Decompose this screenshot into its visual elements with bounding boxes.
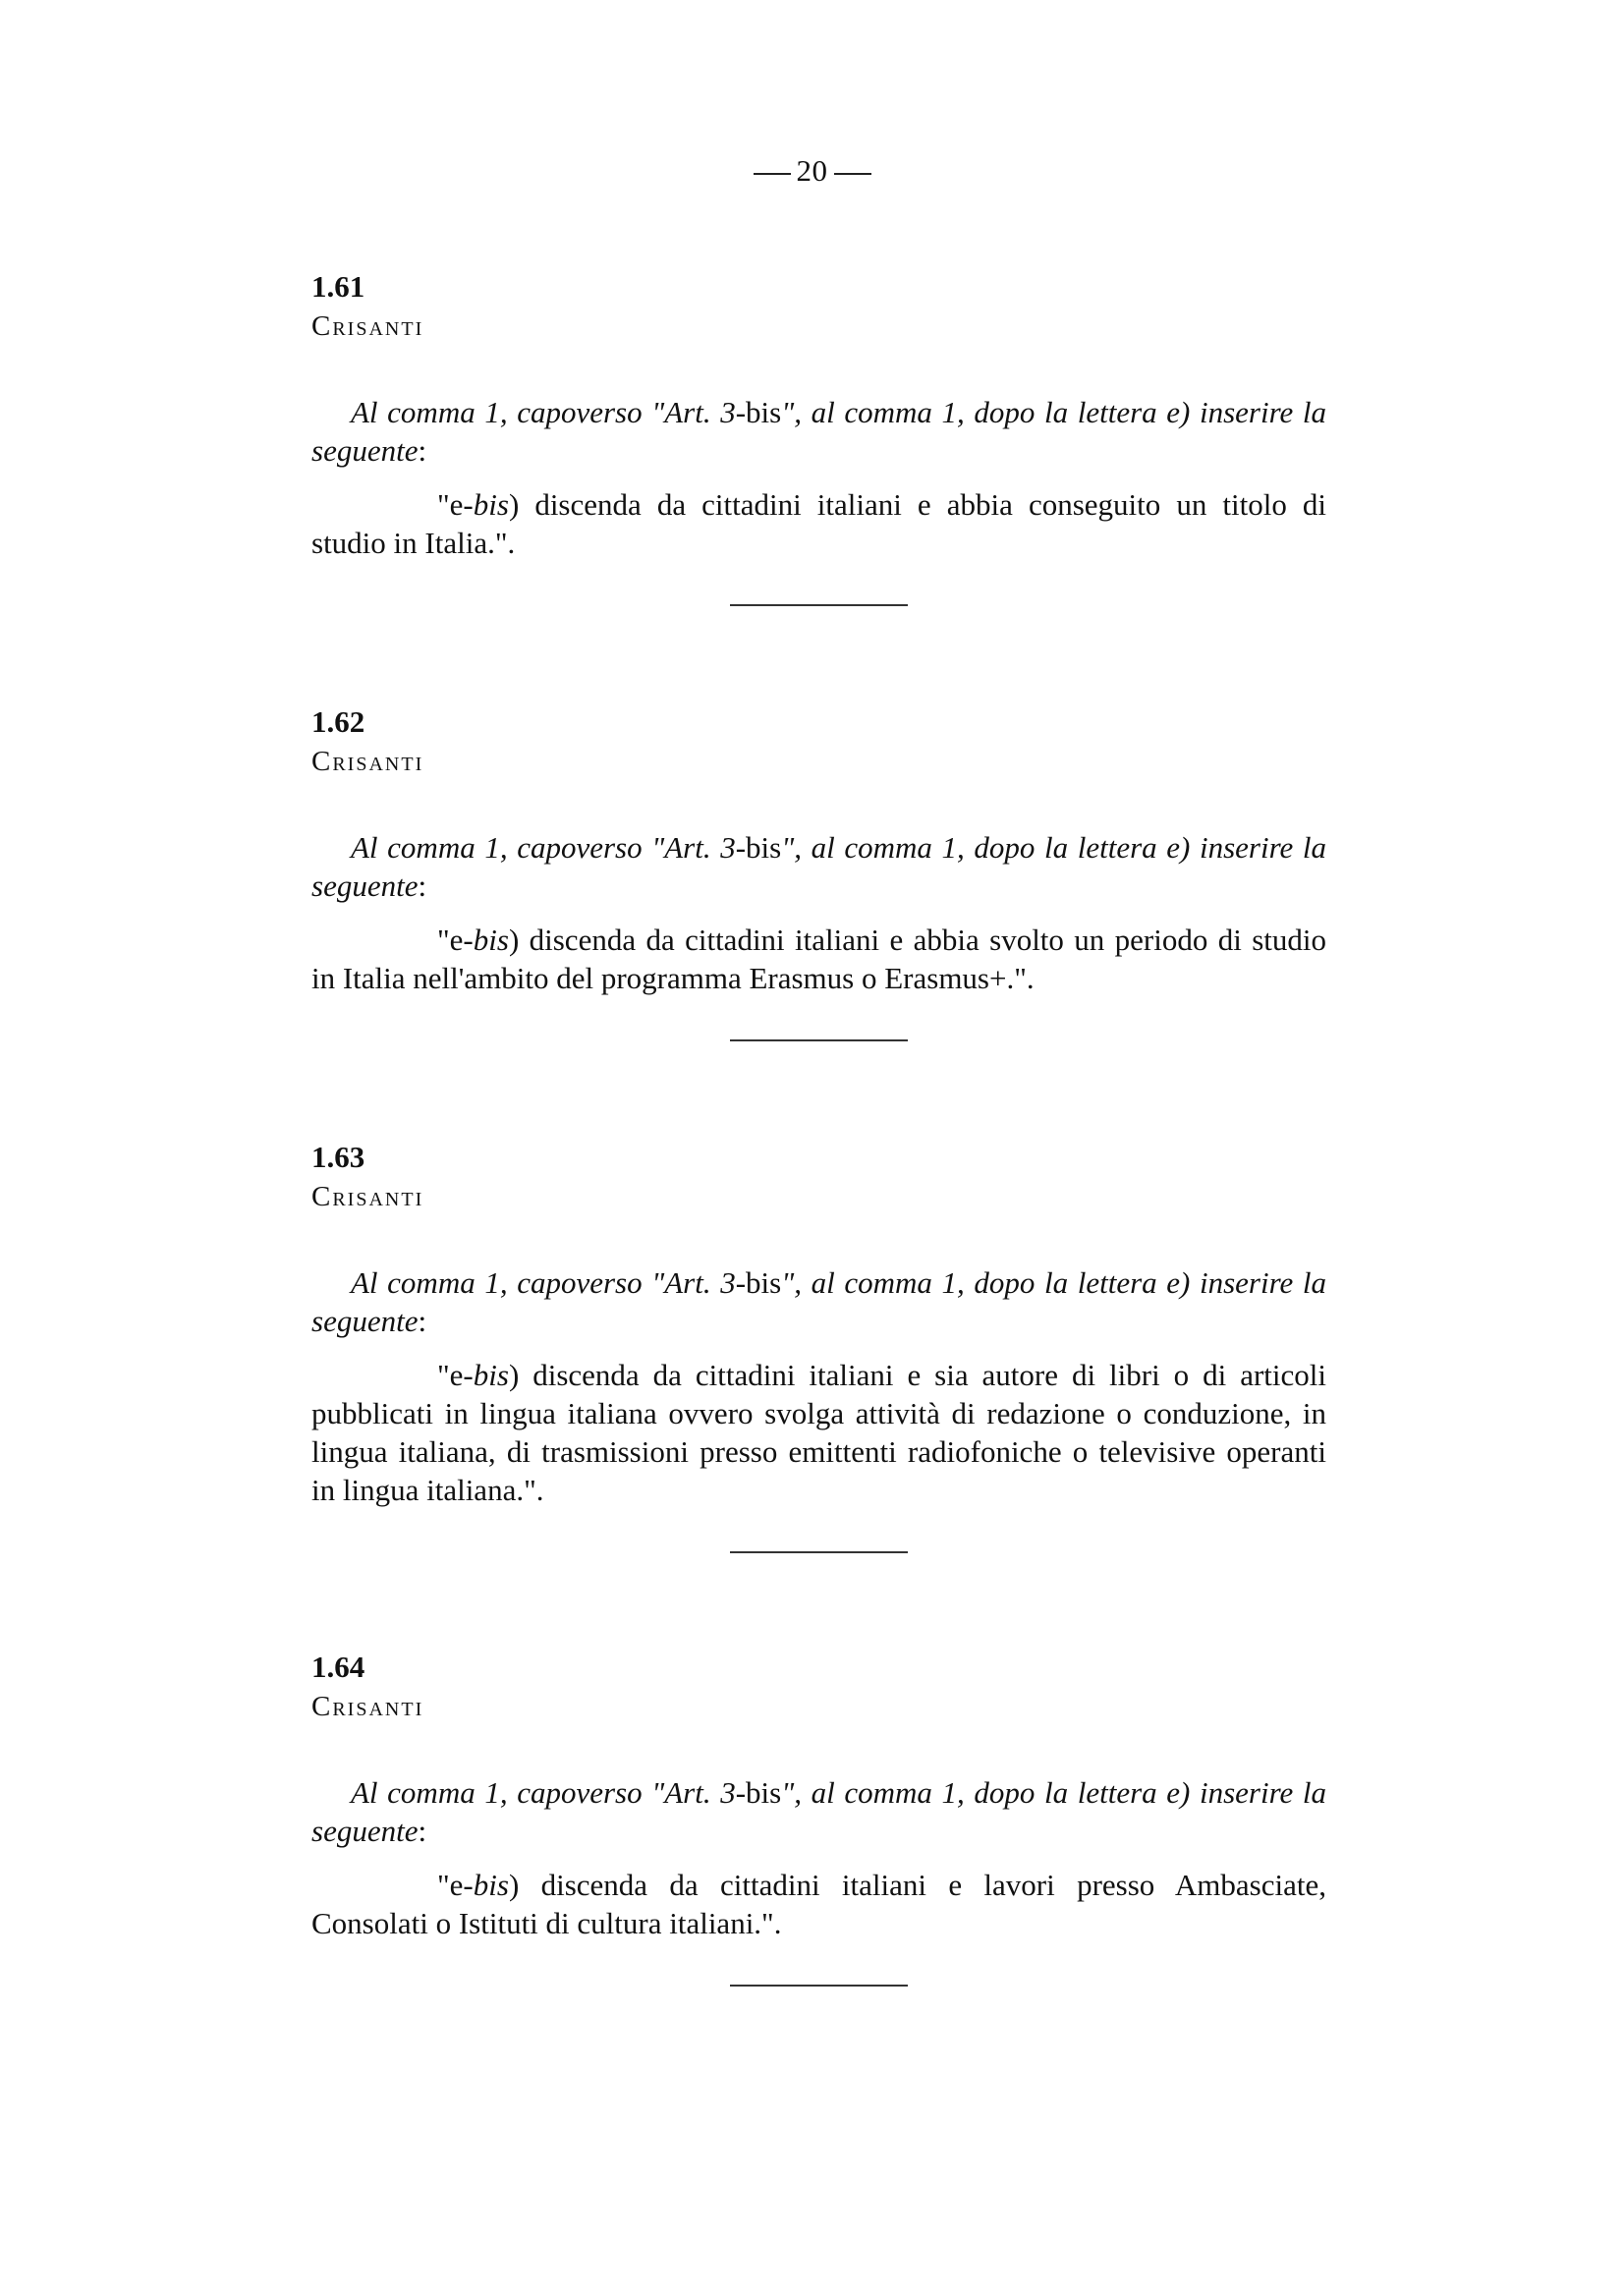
amendment-1-62 — [311, 702, 1326, 1041]
amendment-instruction: Al comma 1, capoverso "Art. 3-bis", al comma 1, dopo la lettera e) inserire la seguente: — [311, 1265, 1326, 1338]
amendment-text: "e-bis) discenda da cittadini italiani e abbia conseguito un titolo di studio in Italia.". — [311, 487, 1326, 560]
amendment-number: 1.63 — [311, 1140, 365, 1174]
separator-rule — [730, 1551, 908, 1553]
amendment-text: "e-bis) discenda da cittadini italiani e sia autore di libri o di articoli pubblicati in lingua italiana ovvero svolga attività di redazione o conduzione, in lingua italiana, di trasmissioni presso emittenti radiofoniche o televisive operanti in lingua italiana.". — [311, 1358, 1326, 1507]
amendment-text: "e-bis) discenda da cittadini italiani e lavori presso Ambasciate, Consolati o Istituti di cultura italiani.". — [311, 1868, 1326, 1940]
amendment-instruction: Al comma 1, capoverso "Art. 3-bis", al comma 1, dopo la lettera e) inserire la seguente: — [311, 830, 1326, 903]
amendment-number: 1.61 — [311, 269, 365, 304]
amendment-author: Crisanti — [311, 1181, 424, 1212]
page-number-right-dash — [834, 173, 871, 175]
amendment-1-63 — [311, 1138, 1326, 1553]
amendment-author: Crisanti — [311, 1691, 424, 1722]
separator-rule — [730, 1039, 908, 1041]
amendment-number: 1.62 — [311, 704, 365, 739]
page-number — [0, 153, 1624, 189]
amendment-author: Crisanti — [311, 746, 424, 777]
page-number-left-dash — [754, 173, 791, 175]
amendment-instruction: Al comma 1, capoverso "Art. 3-bis", al comma 1, dopo la lettera e) inserire la seguente: — [311, 1775, 1326, 1848]
amendment-author: Crisanti — [311, 310, 424, 342]
separator-rule — [730, 604, 908, 606]
amendment-1-64 — [311, 1648, 1326, 1987]
amendment-1-61 — [311, 267, 1326, 606]
page-number-value: 20 — [796, 153, 828, 188]
separator-rule — [730, 1985, 908, 1987]
amendment-text: "e-bis) discenda da cittadini italiani e abbia svolto un periodo di studio in Italia nell'ambito del programma Erasmus o Erasmus+.". — [311, 923, 1326, 995]
amendment-instruction: Al comma 1, capoverso "Art. 3-bis", al comma 1, dopo la lettera e) inserire la seguente: — [311, 395, 1326, 468]
amendment-number: 1.64 — [311, 1650, 365, 1684]
